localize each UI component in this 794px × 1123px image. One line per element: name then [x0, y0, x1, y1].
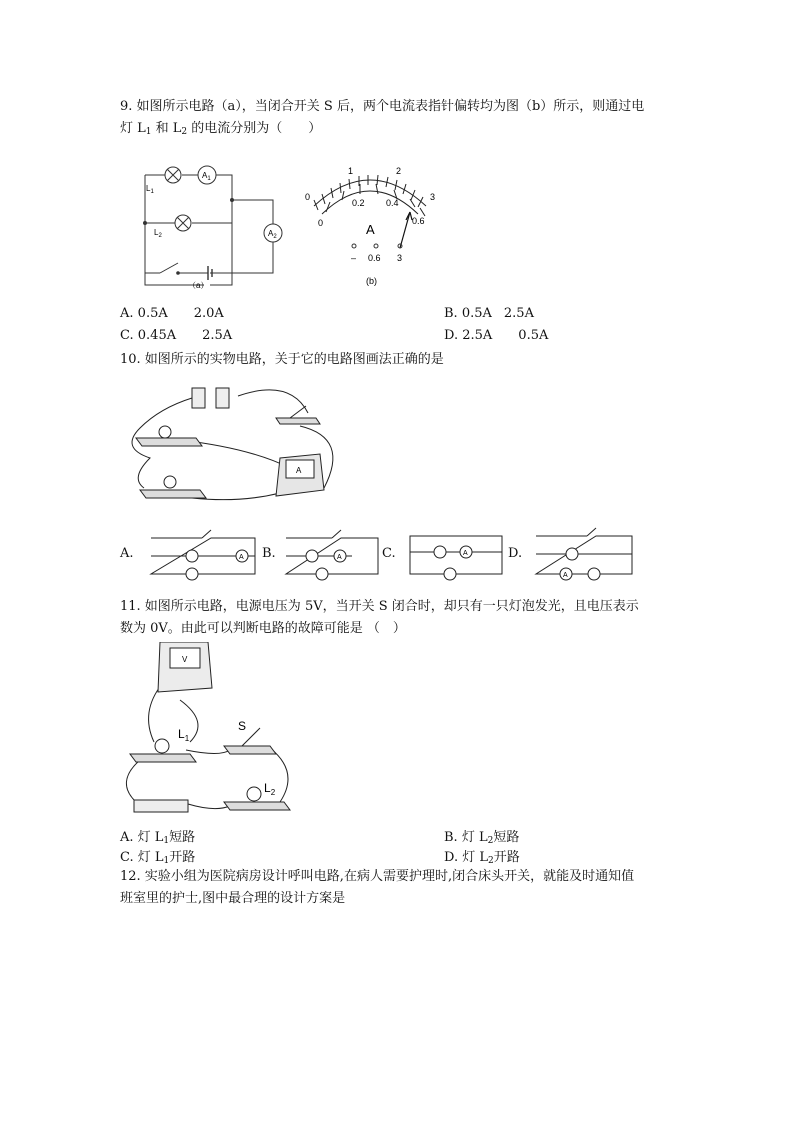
- q10-option-d-letter[interactable]: D.: [508, 546, 523, 561]
- q11-l2-label: $L_2$: [264, 781, 276, 797]
- q10-stem: 10. 如图所示的实物电路，关于它的电路图画法正确的是: [120, 352, 444, 367]
- q9-option-a[interactable]: A. 0.5A 2.0A: [120, 306, 224, 321]
- q9-stem-line2: 灯 $L_1$ 和 $L_2$ 的电流分别为（ ）: [120, 121, 322, 137]
- q9-terminal-06: 0.6: [368, 253, 381, 263]
- q11-option-b[interactable]: B. 灯 $L_2$短路: [444, 830, 520, 846]
- q9-fig-a-caption: （a）: [188, 281, 209, 290]
- q9-l2-label: $L_2$: [154, 228, 162, 239]
- q11-stem-line1: 11. 如图所示电路，电源电压为 5V，当开关 S 闭合时，却只有一只灯泡发光，且电压表示: [120, 599, 639, 614]
- q10-option-b-diagram[interactable]: [282, 526, 382, 584]
- q9-a2-label: $A_2$: [268, 229, 277, 240]
- q9-scale-bottom-3: 0.6: [412, 216, 425, 226]
- q10-option-d-diagram[interactable]: [532, 526, 640, 584]
- q9-scale-top-1: 1: [348, 166, 354, 176]
- q10-option-c-diagram[interactable]: [406, 526, 506, 584]
- q9-figure-b: [300, 160, 440, 290]
- q10-option-a-diagram[interactable]: [147, 526, 259, 584]
- q10-option-a-letter[interactable]: A.: [120, 546, 134, 561]
- q9-scale-top-0: 0: [305, 192, 311, 202]
- q9-option-b[interactable]: B. 0.5A 2.5A: [444, 306, 534, 321]
- q11-option-c[interactable]: C. 灯 $L_1$开路: [120, 850, 196, 866]
- q9-terminal-3: 3: [397, 253, 403, 263]
- q11-stem-line2: 数为 0V。由此可以判断电路的故障可能是 （ ）: [120, 621, 406, 636]
- q9-scale-bottom-0: 0: [318, 218, 324, 228]
- q9-terminal-minus: –: [351, 253, 357, 263]
- svg-text:A: A: [296, 466, 302, 475]
- q9-option-d[interactable]: D. 2.5A 0.5A: [444, 328, 549, 343]
- q9-fig-b-caption: (b): [366, 276, 377, 286]
- q12-stem: [120, 866, 680, 910]
- q10-real-circuit: [120, 378, 360, 506]
- q9-scale-bottom-2: 0.4: [386, 198, 399, 208]
- q9-a1-label: $A_1$: [202, 171, 211, 182]
- svg-text:A: A: [563, 572, 568, 579]
- q11-option-a[interactable]: A. 灯 $L_1$短路: [120, 830, 196, 846]
- q9-stem: [120, 96, 680, 143]
- q10-option-c-letter[interactable]: C.: [382, 546, 396, 561]
- q9-figure-a: [130, 155, 290, 290]
- q11-option-d[interactable]: D. 灯 $L_2$开路: [444, 850, 520, 866]
- svg-text:A: A: [337, 554, 342, 561]
- q11-l1-label: $L_1$: [178, 727, 190, 743]
- svg-text:V: V: [182, 655, 188, 664]
- q9-option-c[interactable]: C. 0.45A 2.5A: [120, 328, 233, 343]
- q11-real-circuit: [120, 642, 310, 828]
- q11-stem: [120, 596, 680, 640]
- q12-stem-line2: 班室里的护士,图中最合理的设计方案是: [120, 891, 346, 906]
- q9-meter-unit: A: [366, 222, 375, 237]
- q11-switch-label: S: [238, 719, 247, 733]
- q9-scale-top-3: 3: [430, 192, 436, 202]
- q10-option-b-letter[interactable]: B.: [262, 546, 276, 561]
- q9-scale-bottom-1: 0.2: [352, 198, 365, 208]
- svg-text:A: A: [239, 554, 244, 561]
- q12-stem-line1: 12. 实验小组为医院病房设计呼叫电路,在病人需要护理时,闭合床头开关，就能及时通知值: [120, 869, 635, 884]
- q9-stem-line1: 9. 如图所示电路（a），当闭合开关 S 后，两个电流表指针偏转均为图（b）所示，则通过电: [120, 99, 645, 114]
- svg-text:A: A: [463, 550, 468, 557]
- q9-l1-label: $L_1$: [146, 184, 154, 195]
- q9-scale-top-2: 2: [396, 166, 402, 176]
